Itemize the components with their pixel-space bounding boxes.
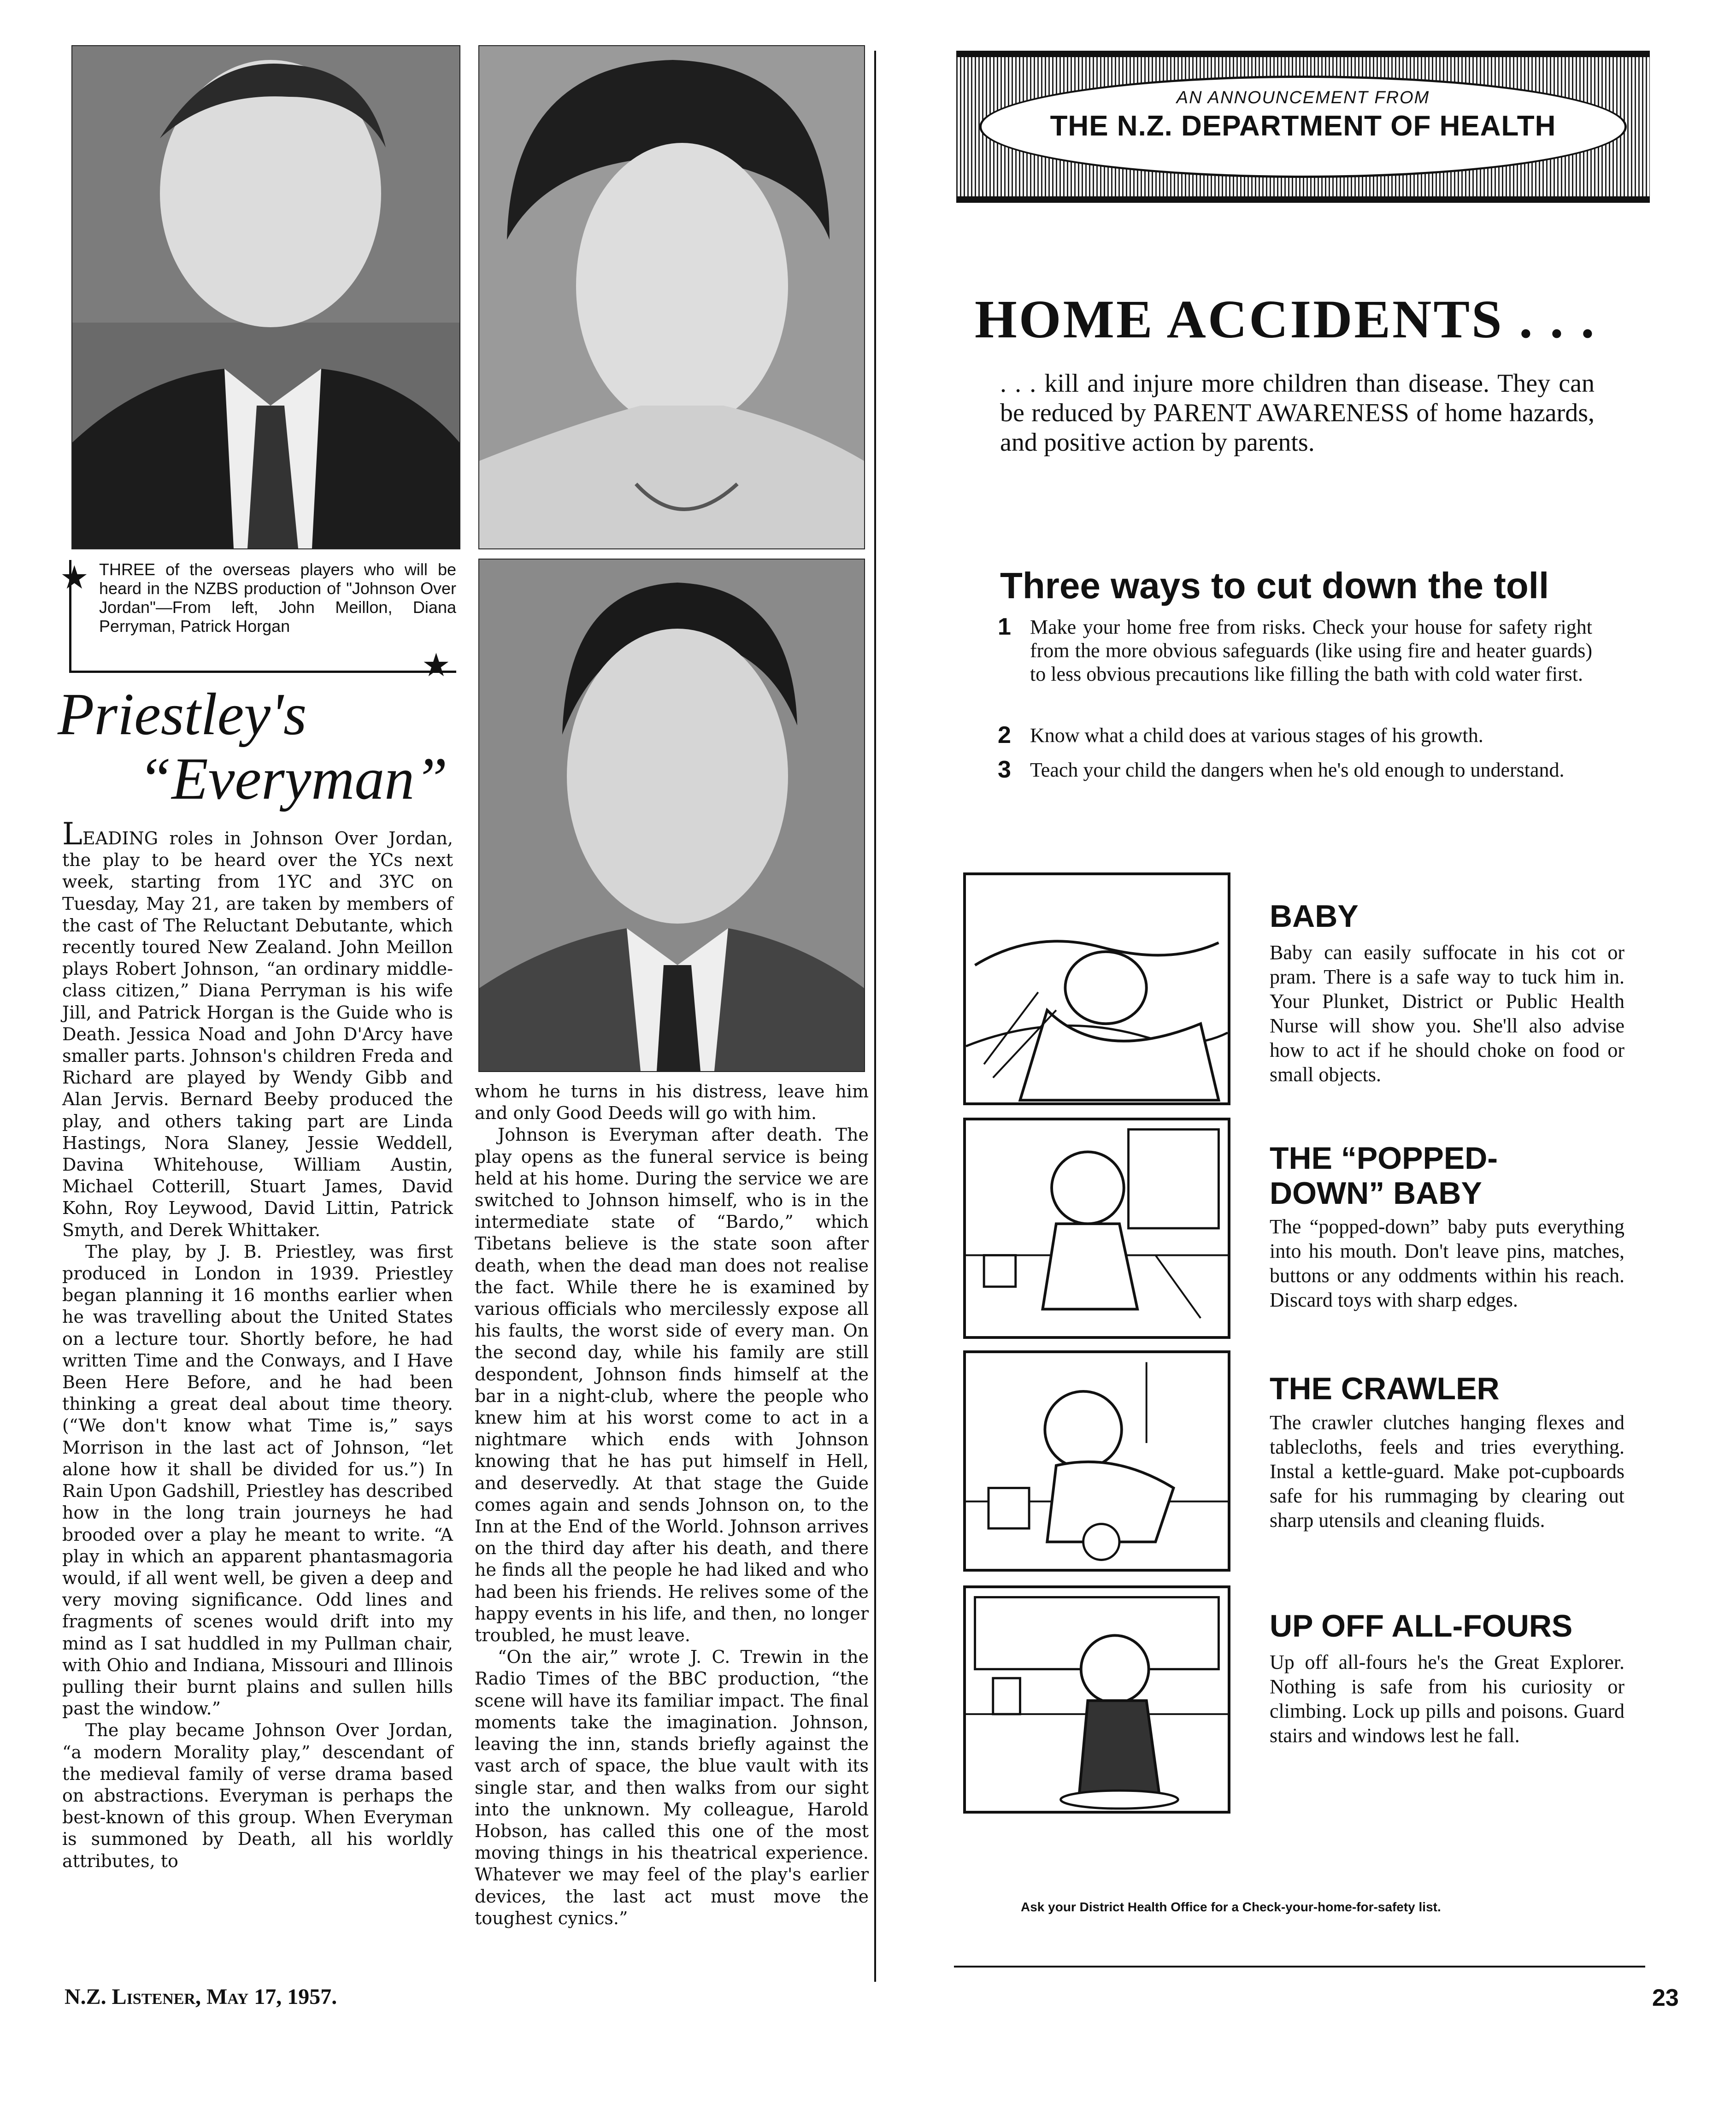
article-column-2 xyxy=(475,1081,869,1929)
item-heading-up-off-all-fours: UP OFF ALL-FOURS xyxy=(1270,1608,1573,1644)
photo-patrick-horgan xyxy=(478,559,865,1072)
banner-small-text: AN ANNOUNCEMENT FROM xyxy=(1176,88,1430,107)
paragraph: “On the air,” wrote J. C. Trewin in the Radio Times of the BBC production, “the scene will have its familiar impact. The final moments take the imagination. Johnson, leaving the inn, stands briefly against the vast arch of space, the blue vault with its single star, and then walks from our sight into the unknown. My colleague, Harold Hobson, has called this one of the most moving things in his theatrical experience. Whatever we may feel of the play's earlier devices, the last act must move the toughest cynics.” xyxy=(475,1647,869,1928)
paragraph: The play, by J. B. Priestley, was first produced in London in 1939. Priestley began planning it 16 months earlier when he was travelling about the United States on a lecture tour. Shortly before, he had written Time and the Conways, and I Have Been Here Before, and he had been thinking a great deal about time theory. (“We don't know what Time is,” says Morrison in the last act of Johnson, “let alone how it shall be divided for us.”) In Rain Upon Gadshill, Priestley has described how in the long train journeys he had brooded over a play he meant to write. “A play in which an apparent phantasmagoria would, if all went well, be given a deep and very moving significance. Odd lines and fragments of scenes would drift into my mind as I sat huddled in my Pullman chair, with Ohio and Indiana, Missouri and Illinois pulling their burnt plains and sullen hills past the window.” xyxy=(62,1241,453,1719)
way-1 xyxy=(998,613,1592,686)
ways-heading: Three ways to cut down the toll xyxy=(1000,565,1549,606)
page-number: 23 xyxy=(1652,1985,1679,2011)
item-heading-popped-down-baby: THE “POPPED-DOWN” BABY xyxy=(1270,1141,1498,1211)
article-headline-line1: Priestley's xyxy=(58,681,307,748)
caption-text: THREE of the overseas players who will be heard in the NZBS production of "Johnson Over Jordan"—From left, John Meillon, Diana Perryman, Patrick Horgan xyxy=(99,560,456,636)
ad-title: HOME ACCIDENTS . . . xyxy=(975,289,1596,349)
item-text-up-off-all-fours: Up off all-fours he's the Great Explorer. Nothing is safe from his curiosity or climbing. Lock up pills and poisons. Guard stairs and windows lest he fall. xyxy=(1270,1651,1624,1747)
paragraph: Johnson is Everyman after death. The play opens as the funeral service is being held at his home. During the service we are switched to Johnson himself, who is in the intermediate state of “Bardo,” which Tibetans believe is the state soon after death, when the dead man does not realise the fact. While there he is examined by various officials who mercilessly expose all his faults, the worst side of every man. On the second day, while his family are still despondent, Johnson finds himself at the bar in a night-club, where the people who knew him at his worst come to act in a nightmare which ends with Johnson knowing that he has put himself in Hell, and deservedly. At that stage the Guide comes again and sends Johnson on, to the Inn at the End of the World. Johnson arrives on the third day after his death, and there he finds all the people he had liked and who had been his friends. He relives some of the happy events in his life, and then, no longer troubled, he must leave. xyxy=(475,1125,869,1646)
paragraph: The play became Johnson Over Jordan, “a modern Morality play,” descendant of the medieval family of verse drama based on abstractions. Everyman is perhaps the best-known of this group. When Everyman is summoned by Death, all his worldly attributes, to xyxy=(62,1720,453,1871)
announcement-banner xyxy=(956,51,1650,203)
item-text-crawler: The crawler clutches hanging flexes and tablecloths, feels and tries everything. Instal a kettle-guard. Make pot-cupboards safe for his rummaging by clearing out sharp utensils and cleaning fluids. xyxy=(1270,1411,1624,1532)
paragraph xyxy=(62,816,453,1241)
photo-john-meillon xyxy=(71,45,460,549)
item-text-popped-down-baby: The “popped-down” baby puts everything into his mouth. Don't leave pins, matches, buttons or any oddments within his reach. Discard toys with sharp edges. xyxy=(1270,1215,1624,1311)
footer-publication: N.Z. Listener, May 17, 1957. xyxy=(65,1985,337,2009)
item-heading-baby: BABY xyxy=(1270,899,1359,934)
star-icon: ★ xyxy=(422,648,451,683)
way-3 xyxy=(998,756,1592,783)
article-headline-line2: “Everyman” xyxy=(138,746,448,812)
item-text-baby: Baby can easily suffocate in his cot or pram. There is a safe way to tuck him in. Your Plunket, District or Public Health Nurse will show you. She'll also advise how to act if he should choke on food or small objects. xyxy=(1270,941,1624,1086)
way-text: Teach your child the dangers when he's old enough to understand. xyxy=(1030,759,1565,781)
photo-caption xyxy=(69,560,456,673)
photo-diana-perryman xyxy=(478,45,865,549)
way-text: Know what a child does at various stages of his growth. xyxy=(1030,724,1483,747)
ad-intro: . . . kill and injure more children than disease. They can be reduced by PARENT AWARENESS of home hazards, and positive action by parents. xyxy=(1000,369,1595,457)
way-text: Make your home free from risks. Check your house for safety right from the more obvious safeguards (like using fire and heater guards) to less obvious precautions like filling the bath with cold water first. xyxy=(1030,616,1592,685)
crawler-illustration xyxy=(963,1350,1230,1572)
way-number: 3 xyxy=(998,756,1011,783)
star-icon: ★ xyxy=(60,560,89,596)
bottom-rule xyxy=(954,1966,1645,1968)
up-off-all-fours-illustration xyxy=(963,1585,1230,1814)
paragraph: whom he turns in his distress, leave him and only Good Deeds will go with him. xyxy=(475,1081,869,1124)
baby-illustration xyxy=(963,872,1230,1105)
ad-footnote: Ask your District Health Office for a Check-your-home-for-safety list. xyxy=(1021,1900,1441,1914)
item-heading-crawler: THE CRAWLER xyxy=(1270,1371,1500,1406)
banner-oval xyxy=(979,76,1627,178)
way-number: 2 xyxy=(998,722,1011,748)
way-number: 1 xyxy=(998,613,1011,640)
article-column-1 xyxy=(62,816,453,1872)
column-divider xyxy=(874,51,876,1982)
way-2 xyxy=(998,722,1592,748)
banner-department: THE N.Z. DEPARTMENT OF HEALTH xyxy=(1050,110,1556,142)
paragraph-text: EADING roles in Johnson Over Jordan, the play to be heard over the YCs next week, starting from 1YC and 3YC on Tuesday, May 21, are taken by members of the cast of The Reluctant Debutante, which recently toured New Zealand. John Meillon plays Robert Johnson, “an ordinary middle-class citizen,” Diana Perryman is his wife Jill, and Patrick Horgan is the Guide who is Death. Jessica Noad and John D'Arcy have smaller parts. Johnson's children Freda and Richard are played by Wendy Gibb and Alan Jervis. Bernard Beeby produced the play, and others taking part are Linda Hastings, Nora Slaney, Jessie Weddell, Davina Whitehouse, William Austin, Michael Cotterill, Stuart James, David Kohn, Roy Leywood, David Littin, Patrick Smyth, and Derek Whittaker. xyxy=(62,828,453,1240)
popped-down-baby-illustration xyxy=(963,1118,1230,1339)
drop-cap: L xyxy=(62,816,82,852)
